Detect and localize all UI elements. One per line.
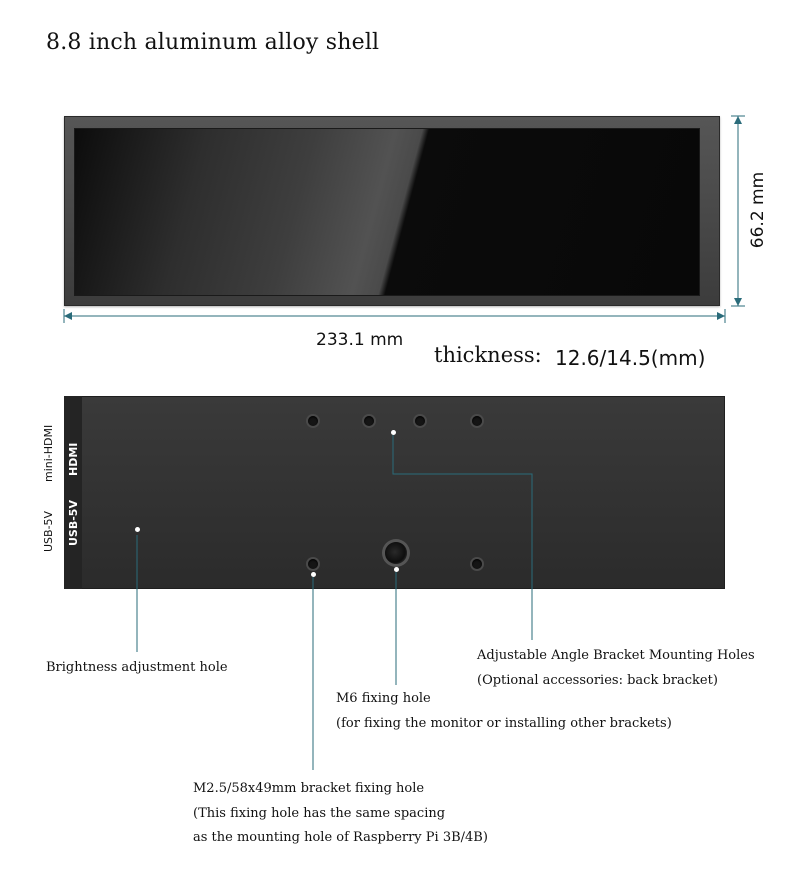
port-label-hdmi: HDMI [67, 442, 80, 476]
bracket-annotation-title: Adjustable Angle Bracket Mounting Holes [477, 648, 755, 663]
width-label: 233.1 mm [316, 330, 404, 350]
brightness-annotation: Brightness adjustment hole [46, 660, 228, 675]
thickness-value: 12.6/14.5(mm) [555, 346, 706, 370]
m6-annotation-title: M6 fixing hole [336, 691, 431, 706]
thickness-label: thickness: [434, 343, 542, 367]
port-label-usb-5v-outer: USB-5V [42, 510, 55, 552]
height-label: 66.2 mm [748, 171, 768, 249]
m6-annotation-note: (for fixing the monitor or installing other brackets) [336, 716, 672, 731]
port-label-usb-5v-inner: USB-5V [67, 500, 80, 546]
m25-annotation-title: M2.5/58x49mm bracket fixing hole [193, 781, 425, 796]
leader-bracket [393, 435, 532, 640]
bracket-annotation-note: (Optional accessories: back bracket) [477, 673, 718, 688]
page-title: 8.8 inch aluminum alloy shell [46, 30, 380, 55]
port-label-mini-hdmi: mini-HDMI [42, 424, 55, 482]
m25-annotation-note-1: (This fixing hole has the same spacing [193, 806, 446, 821]
m25-annotation-note-2: as the mounting hole of Raspberry Pi 3B/4B) [193, 830, 488, 845]
